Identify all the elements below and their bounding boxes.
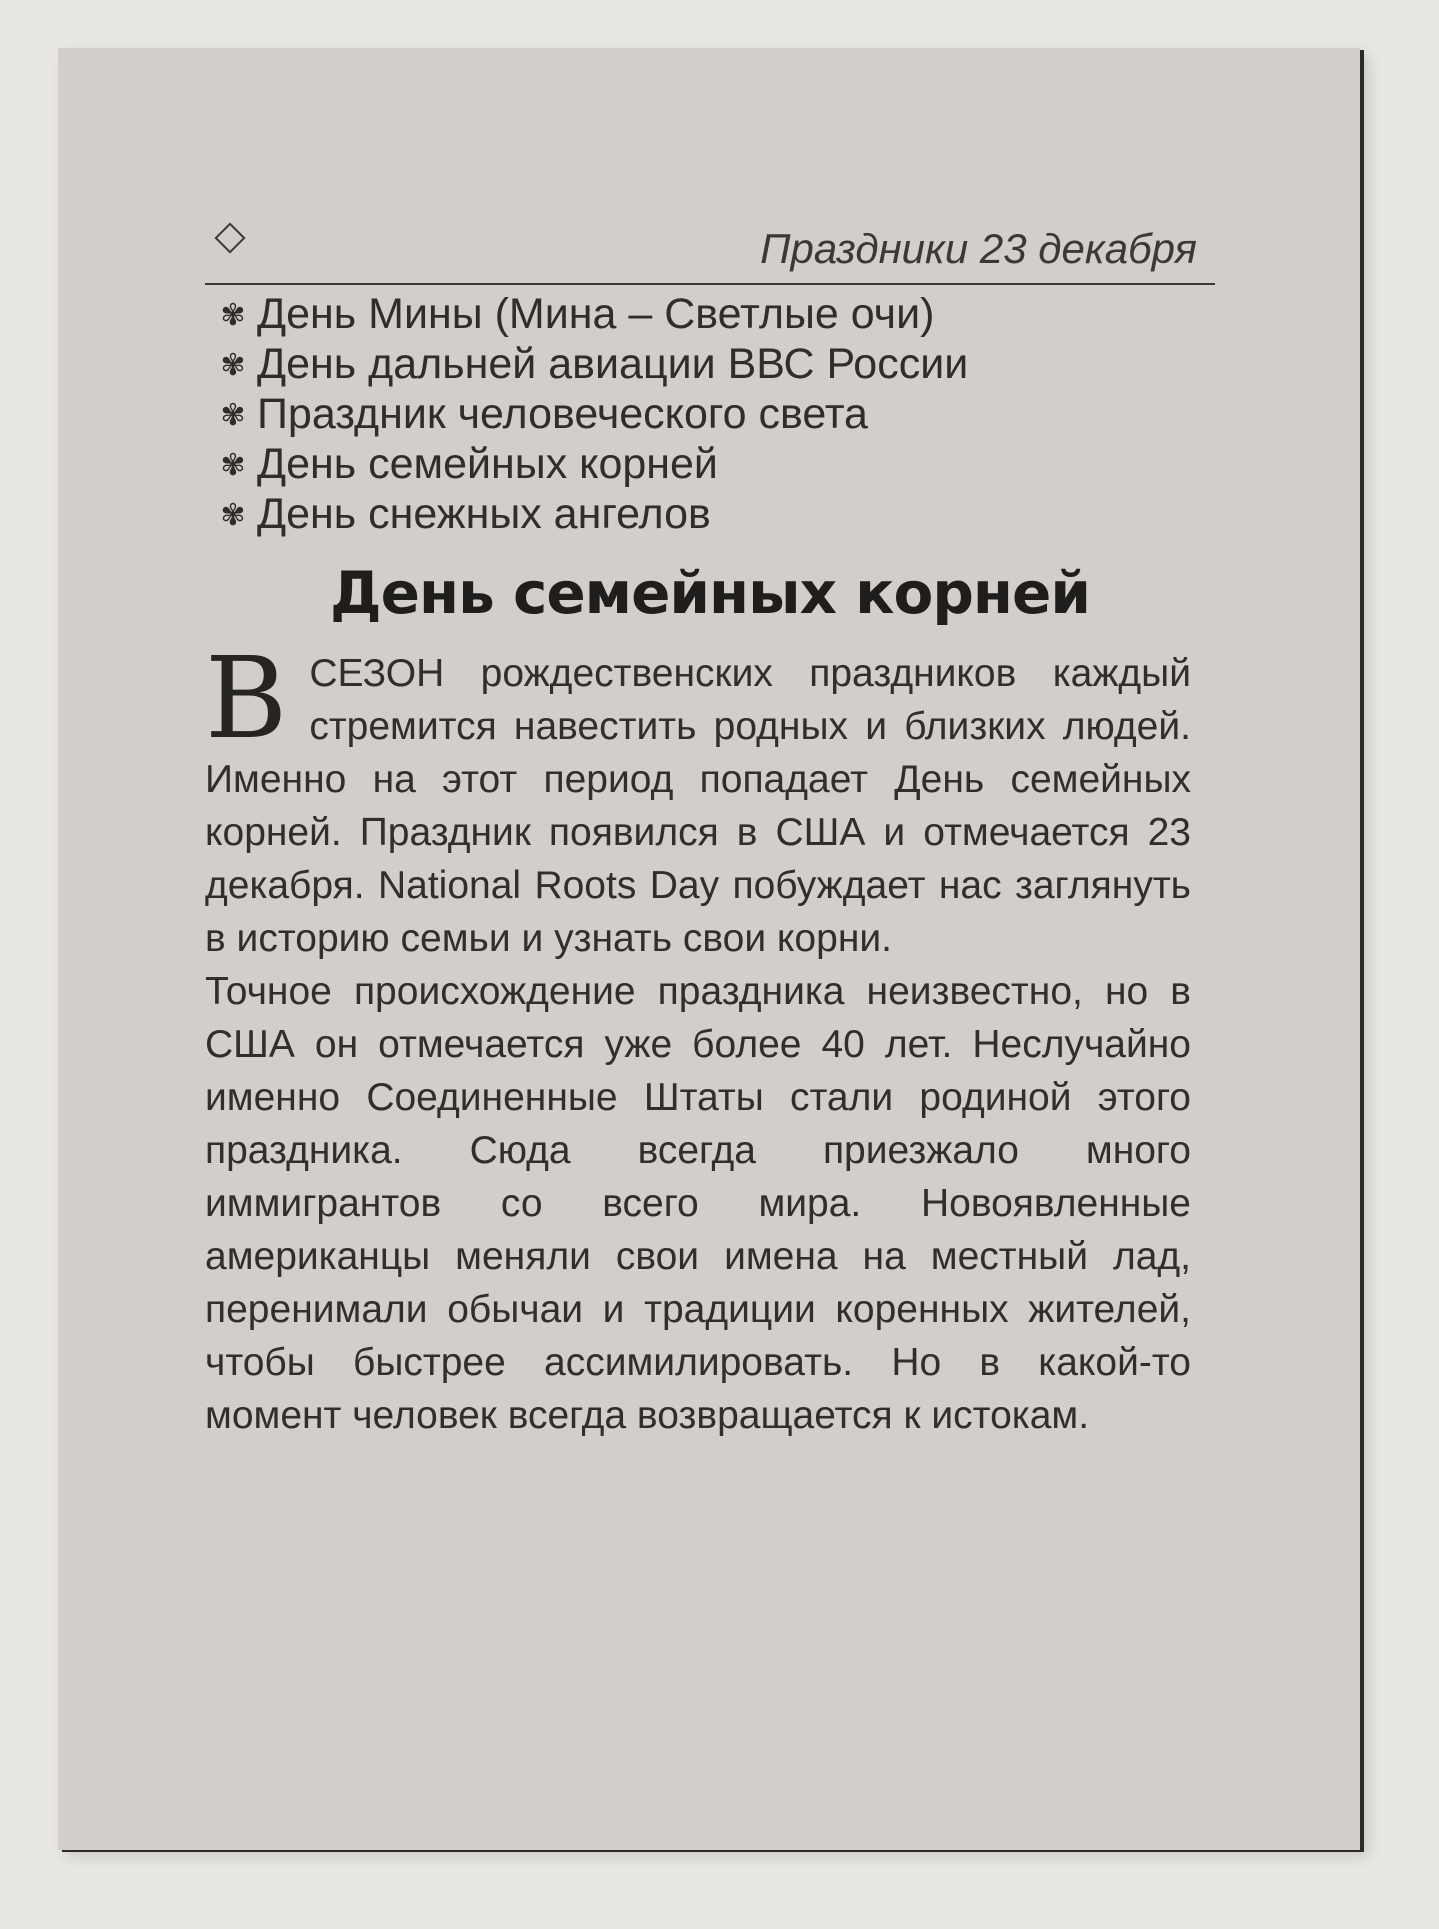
flower-bullet-icon: ✾ [220, 399, 246, 432]
holiday-label: День дальней авиации ВВС России [257, 340, 969, 388]
article-block [205, 215, 1215, 1442]
drop-cap: В [205, 634, 288, 764]
article-paragraph-2: Точное происхождение праздника неизвестно, но в США он отмечается уже более 40 лет. Неслучайно именно Соединенные Штаты стали родиной этого праздника. Сюда всегда приезжало много иммигрантов со всего мира. Новоявленные американцы меняли свои имена на местный лад, перенимали обычаи и традиции коренных жителей, чтобы быстрее ассимилировать. Но в какой-то момент человек всегда возвращается к истокам. [205, 970, 1191, 1437]
list-item [217, 389, 1215, 439]
section-header [205, 215, 1215, 285]
paragraph-text: СЕЗОН рождественских праздников каждый стремится навестить родных и близких людей. Именно на этот период попадает День семейных корней. Праздник появился в США и отмечается 23 декабря. National Roots Day побуждает нас заглянуть в историю семьи и узнать свои корни. [205, 652, 1191, 960]
article-title: День семейных корней [330, 559, 1090, 627]
flower-bullet-icon: ✾ [220, 449, 246, 482]
holiday-label: День Мины (Мина – Светлые очи) [257, 290, 935, 338]
section-title: Праздники 23 декабря [760, 225, 1197, 272]
flower-bullet-icon: ✾ [220, 499, 246, 532]
list-item [217, 439, 1215, 489]
list-item [217, 489, 1215, 539]
holiday-label: День снежных ангелов [257, 490, 711, 538]
article-paragraph-1 [205, 634, 1215, 965]
list-item [217, 339, 1215, 389]
holiday-list [205, 289, 1215, 539]
diamond-icon [214, 222, 245, 253]
holiday-label: День семейных корней [257, 440, 718, 488]
list-item [217, 289, 1215, 339]
flower-bullet-icon: ✾ [220, 299, 246, 332]
flower-bullet-icon: ✾ [220, 349, 246, 382]
holiday-label: Праздник человеческого света [257, 390, 868, 438]
